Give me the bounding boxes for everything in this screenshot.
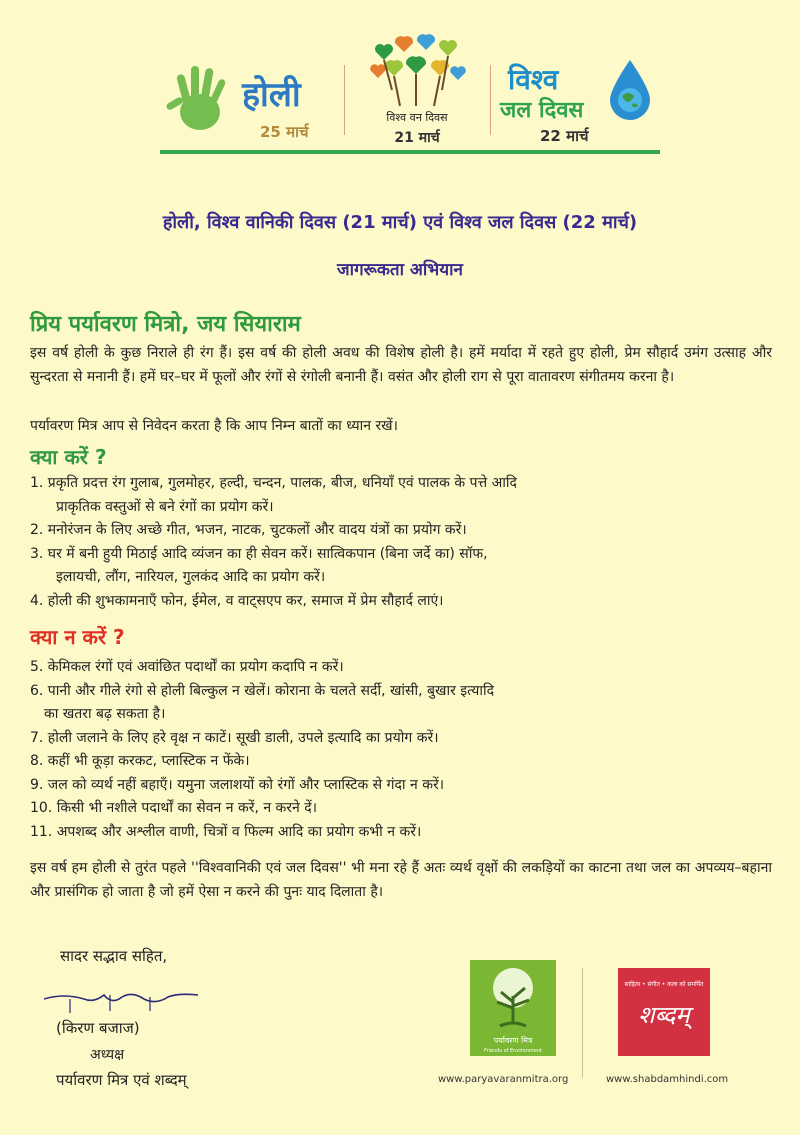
list-item-line: 11. अपशब्द और अश्लील वाणी, चित्रों व फिल्म आदि का प्रयोग कभी न करें। [30,823,422,840]
list-item-line: 7. होली जलाने के लिए हरे वृक्ष न काटें। सूखी डाली, उपले इत्यादि का प्रयोग करें। [30,729,439,746]
list-item-line: 3. घर में बनी हुयी मिठाई आदि व्यंजन का ही सेवन करें। सात्विकपान (बिना जर्दे का) सॉफ, [30,545,488,562]
list-item [30,519,772,543]
pm-logo-name: पर्यावरण मित्र [493,1036,533,1045]
list-item-line: 9. जल को व्यर्थ नहीं बहाएँ। यमुना जलाशयों को रंगों और प्लास्टिक से गंदा न करें। [30,776,444,793]
jal-word-diwas: जल दिवस [500,98,584,123]
list-item-continuation: का खतरा बढ़ सकता है। [44,706,166,722]
list-item [30,590,772,614]
list-item-line: 6. पानी और गीले रंगो से होली बिल्कुल न खेलें। कोराना के चलते सर्दी, खांसी, बुखार इत्यादि [30,682,495,699]
salutation: सादर सद्भाव सहित, [60,947,168,965]
list-item [30,472,772,519]
jal-diwas-logo [500,60,660,150]
header-divider [490,65,491,135]
van-diwas-date: 21 मार्च [394,130,440,146]
list-item-line: 1. प्रकृति प्रदत्त रंग गुलाब, गुलमोहर, हल्दी, चन्दन, पालक, बीज, धनियाँ एवं पालक के पत्ते आदि [30,475,517,491]
list-item-line: 2. मनोरंजन के लिए अच्छे गीत, भजन, नाटक, चुटकलों और वादय यंत्रों का प्रयोग करें। [30,522,467,538]
list-item [30,797,772,821]
list-item [30,543,772,590]
list-item-line: 8. कहीं भी कूड़ा करकट, प्लास्टिक न फेंके। [30,753,250,769]
page-title: होली, विश्व वानिकी दिवस (21 मार्च) एवं विश्व जल दिवस (22 मार्च) [162,212,638,233]
pm-logo-sub: Friends of Environment [484,1048,542,1054]
holi-date: 25 मार्च [260,123,309,141]
shabdam-logo [618,968,710,1056]
greeting: प्रिय पर्यावरण मित्रो, जय सियाराम [30,312,301,337]
van-diwas-logo [352,30,482,150]
header-divider [344,65,345,135]
signatory-name: (किरण बजाज) [56,1019,140,1037]
pm-url: www.paryavaranmitra.org [438,1074,569,1085]
signatory-organization: पर्यावरण मित्र एवं शब्दम् [56,1071,187,1089]
signatory-role: अध्यक्ष [90,1047,125,1063]
request-paragraph: पर्यावरण मित्र आप से निवेदन करता है कि आप निम्न बातों का ध्यान रखें। [30,418,398,434]
do-list [30,472,772,613]
jal-diwas-date: 22 मार्च [540,127,589,145]
list-item-line: 4. होली की शुभकामनाएँ फोन, ईमेल, व वाट्सएप कर, समाज में प्रेम सौहार्द लाएं। [30,592,444,609]
shabdam-tagline: साहित्य • संगीत • कला को समर्पित [624,981,704,988]
dont-list [30,656,772,844]
logo-divider [582,968,583,1078]
list-item-line: 5. केमिकल रंगों एवं अवांछित पदार्थों का प्रयोग कदापि न करें। [30,659,344,675]
list-item [30,656,772,680]
list-item [30,680,772,727]
list-item-continuation: प्राकृतिक वस्तुओं से बने रंगों का प्रयोग करें। [56,498,274,515]
intro-paragraph: इस वर्ष होली के कुछ निराले ही रंग हैं। इस वर्ष की होली अवध की विशेष होली है। हमें मर्यादा में रहते हुए होली, प्रेम सौहार्द उमंग उत्साह और सुन्दरता से मनानी हैं। हमें घर–घर में फूलों और रंगों से रंगोली बनानी हैं। वसंत और होली राग से पूरा वातावरण संगीतमय करना है। [30,345,772,385]
shabdam-word: शब्दम् [638,1001,690,1029]
closing-paragraph: इस वर्ष हम होली से तुरंत पहले ''विश्ववानिकी एवं जल दिवस'' भी मना रहे हैं अतः व्यर्थ वृक्षों की लकड़ियों का काटना तथा जल का अपव्यय–बहाना और प्रासंगिक हो जाता है जो हमें ऐसा न करने की पुनः याद दिलाता है। [30,860,772,900]
van-diwas-label: विश्व वन दिवस [386,111,448,124]
list-item [30,774,772,798]
trees-icon [364,30,470,108]
hand-print-icon [160,60,240,140]
list-item [30,821,772,845]
list-item [30,727,772,751]
jal-word-vishwa: विश्व [508,63,559,96]
header-underline [160,150,660,154]
water-drop-globe-icon [608,60,652,120]
holi-logo [160,50,340,150]
list-item-line: 10. किसी भी नशीले पदार्थों का सेवन न करें, न करने दें। [30,800,317,816]
page-subtitle: जागरूकता अभियान [337,260,463,280]
header-banner [160,30,660,160]
paryavaran-mitra-logo [470,960,556,1056]
list-item [30,750,772,774]
dont-heading: क्या न करें ? [30,625,125,649]
handwritten-signature [40,987,210,1017]
holi-word: होली [242,75,301,115]
tree-logo-icon [470,962,556,1032]
shabdam-url: www.shabdamhindi.com [606,1074,729,1085]
list-item-continuation: इलायची, लौंग, नारियल, गुलकंद आदि का प्रयोग करें। [56,569,326,585]
do-heading: क्या करें ? [30,445,107,469]
